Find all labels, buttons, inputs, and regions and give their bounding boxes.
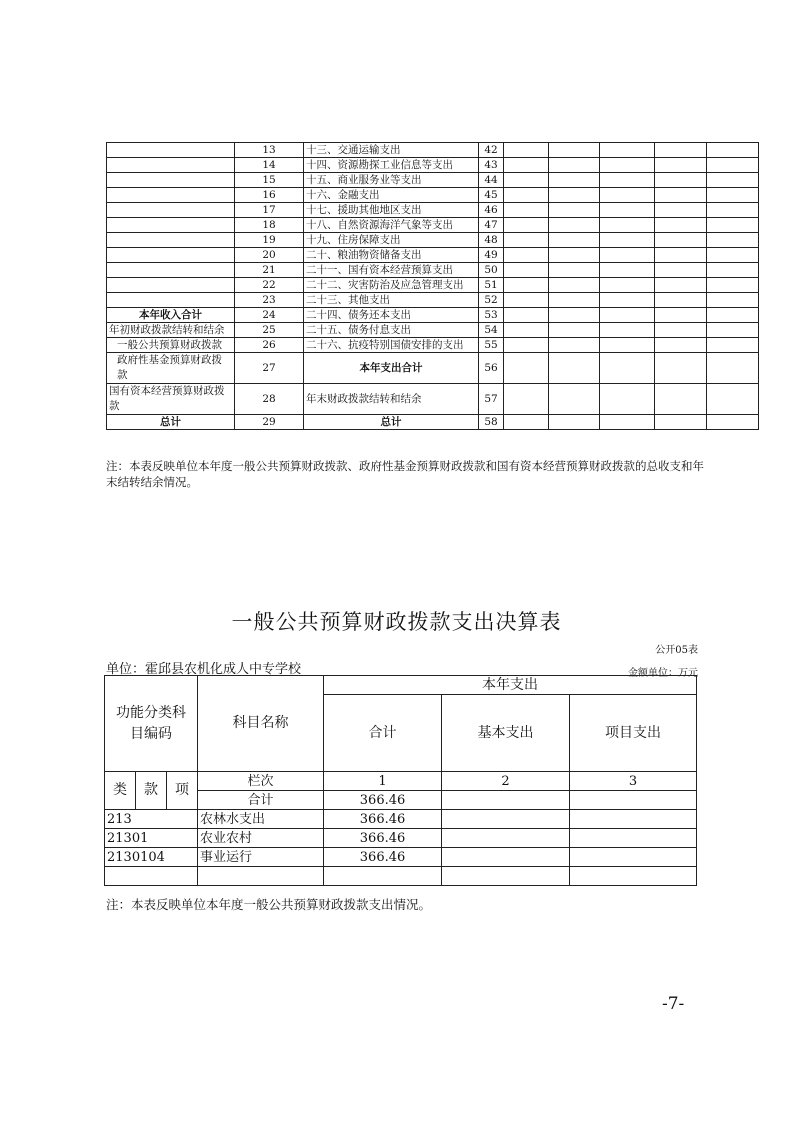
table-row xyxy=(107,143,759,158)
expense-line-no: 46 xyxy=(479,203,504,218)
value-cell xyxy=(655,158,707,173)
value-cell xyxy=(600,384,655,415)
income-line-no: 24 xyxy=(235,308,304,323)
general-budget-expense-table xyxy=(104,675,697,886)
value-cell xyxy=(549,293,600,308)
value-cell xyxy=(549,248,600,263)
value-cell xyxy=(655,233,707,248)
value-cell xyxy=(600,353,655,384)
value-cell xyxy=(549,278,600,293)
table-tag: 公开05表 xyxy=(655,645,698,656)
income-line-no: 14 xyxy=(235,158,304,173)
table-row xyxy=(107,173,759,188)
income-line-no: 25 xyxy=(235,323,304,338)
expense-item: 本年支出合计 xyxy=(304,353,479,384)
unit-label: 单位：霍邱县农机化成人中专学校 xyxy=(106,662,302,677)
row-project xyxy=(570,810,697,829)
sum-total: 366.46 xyxy=(324,791,442,810)
table-row xyxy=(107,338,759,353)
value-cell xyxy=(504,143,549,158)
value-cell xyxy=(600,338,655,353)
row-basic xyxy=(442,848,570,867)
value-cell xyxy=(549,143,600,158)
value-cell xyxy=(707,218,759,233)
income-item xyxy=(107,158,235,173)
value-cell xyxy=(600,248,655,263)
project-header: 项目支出 xyxy=(570,695,697,772)
income-line-no: 20 xyxy=(235,248,304,263)
income-item xyxy=(107,218,235,233)
value-cell xyxy=(707,263,759,278)
value-cell xyxy=(655,188,707,203)
income-item xyxy=(107,293,235,308)
income-line-no: 27 xyxy=(235,353,304,384)
table-note: 注：本表反映单位本年度一般公共预算财政拨款支出情况。 xyxy=(106,897,432,912)
col-index: 2 xyxy=(442,772,570,791)
income-item: 总计 xyxy=(107,415,235,430)
expense-item: 十八、自然资源海洋气象等支出 xyxy=(304,218,479,233)
empty-cell xyxy=(324,867,442,886)
expense-item: 二十五、债务付息支出 xyxy=(304,323,479,338)
value-cell xyxy=(600,188,655,203)
value-cell xyxy=(504,173,549,188)
expense-item: 十四、资源勘探工业信息等支出 xyxy=(304,158,479,173)
expense-line-no: 51 xyxy=(479,278,504,293)
value-cell xyxy=(504,415,549,430)
value-cell xyxy=(504,203,549,218)
header-row xyxy=(105,676,697,695)
value-cell xyxy=(707,173,759,188)
code-header: 功能分类科目编码 xyxy=(105,676,198,772)
table-row xyxy=(107,384,759,415)
value-cell xyxy=(655,218,707,233)
table-row xyxy=(107,278,759,293)
income-line-no: 13 xyxy=(235,143,304,158)
income-line-no: 23 xyxy=(235,293,304,308)
col-index: 3 xyxy=(570,772,697,791)
expense-line-no: 53 xyxy=(479,308,504,323)
value-cell xyxy=(504,158,549,173)
row-total: 366.46 xyxy=(324,848,442,867)
row-total: 366.46 xyxy=(324,829,442,848)
value-cell xyxy=(504,233,549,248)
table-row xyxy=(107,323,759,338)
expense-line-no: 56 xyxy=(479,353,504,384)
expense-item: 总计 xyxy=(304,415,479,430)
col-index: 1 xyxy=(324,772,442,791)
income-item: 政府性基金预算财政拨款 xyxy=(107,353,235,384)
value-cell xyxy=(600,173,655,188)
value-cell xyxy=(707,278,759,293)
income-line-no: 21 xyxy=(235,263,304,278)
income-item xyxy=(107,248,235,263)
table-row xyxy=(107,158,759,173)
value-cell xyxy=(549,353,600,384)
lei-header: 类 xyxy=(105,772,136,810)
table-row xyxy=(105,829,697,848)
year-spend-header: 本年支出 xyxy=(324,676,697,695)
row-name: 农业农村 xyxy=(198,829,324,848)
sum-project xyxy=(570,791,697,810)
value-cell xyxy=(655,173,707,188)
table-row xyxy=(105,848,697,867)
column-index-row xyxy=(105,772,697,791)
value-cell xyxy=(600,263,655,278)
empty-cell xyxy=(198,867,324,886)
row-basic xyxy=(442,829,570,848)
value-cell xyxy=(707,143,759,158)
value-cell xyxy=(600,218,655,233)
income-item: 年初财政拨款结转和结余 xyxy=(107,323,235,338)
value-cell xyxy=(549,384,600,415)
value-cell xyxy=(549,323,600,338)
expense-item: 十六、金融支出 xyxy=(304,188,479,203)
value-cell xyxy=(549,233,600,248)
income-line-no: 26 xyxy=(235,338,304,353)
table-title: 一般公共预算财政拨款支出决算表 xyxy=(231,610,562,634)
value-cell xyxy=(549,338,600,353)
expense-line-no: 45 xyxy=(479,188,504,203)
row-code: 213 xyxy=(105,810,198,829)
income-expense-table-continued xyxy=(106,142,759,430)
row-basic xyxy=(442,810,570,829)
value-cell xyxy=(707,415,759,430)
expense-item: 十九、住房保障支出 xyxy=(304,233,479,248)
basic-header: 基本支出 xyxy=(442,695,570,772)
value-cell xyxy=(600,233,655,248)
expense-item: 二十六、抗疫特别国债安排的支出 xyxy=(304,338,479,353)
value-cell xyxy=(549,308,600,323)
value-cell xyxy=(655,323,707,338)
value-cell xyxy=(600,203,655,218)
value-cell xyxy=(655,308,707,323)
expense-item: 十三、交通运输支出 xyxy=(304,143,479,158)
income-line-no: 29 xyxy=(235,415,304,430)
expense-item: 二十四、债务还本支出 xyxy=(304,308,479,323)
income-item: 本年收入合计 xyxy=(107,308,235,323)
value-cell xyxy=(549,188,600,203)
expense-line-no: 54 xyxy=(479,323,504,338)
expense-line-no: 57 xyxy=(479,384,504,415)
value-cell xyxy=(600,415,655,430)
income-line-no: 18 xyxy=(235,218,304,233)
value-cell xyxy=(600,323,655,338)
expense-line-no: 55 xyxy=(479,338,504,353)
sum-basic xyxy=(442,791,570,810)
table-row xyxy=(107,293,759,308)
row-name: 农林水支出 xyxy=(198,810,324,829)
kuan-header: 款 xyxy=(136,772,167,810)
table-row xyxy=(107,308,759,323)
value-cell xyxy=(707,188,759,203)
expense-line-no: 47 xyxy=(479,218,504,233)
income-item: 国有资本经营预算财政拨款 xyxy=(107,384,235,415)
income-line-no: 15 xyxy=(235,173,304,188)
expense-line-no: 49 xyxy=(479,248,504,263)
value-cell xyxy=(655,384,707,415)
row-name: 事业运行 xyxy=(198,848,324,867)
value-cell xyxy=(549,173,600,188)
value-cell xyxy=(504,278,549,293)
income-line-no: 19 xyxy=(235,233,304,248)
table-row xyxy=(107,248,759,263)
income-item xyxy=(107,233,235,248)
row-project xyxy=(570,848,697,867)
expense-line-no: 50 xyxy=(479,263,504,278)
expense-line-no: 52 xyxy=(479,293,504,308)
table-row xyxy=(107,353,759,384)
xiang-header: 项 xyxy=(167,772,198,810)
value-cell xyxy=(707,248,759,263)
value-cell xyxy=(600,293,655,308)
expense-item: 十五、商业服务业等支出 xyxy=(304,173,479,188)
income-line-no: 28 xyxy=(235,384,304,415)
expense-line-no: 58 xyxy=(479,415,504,430)
value-cell xyxy=(655,338,707,353)
expense-item: 二十、粮油物资储备支出 xyxy=(304,248,479,263)
value-cell xyxy=(655,143,707,158)
value-cell xyxy=(655,353,707,384)
money-unit-label: 金额单位：万元 xyxy=(628,668,698,679)
value-cell xyxy=(707,308,759,323)
income-item xyxy=(107,143,235,158)
row-project xyxy=(570,829,697,848)
table-row xyxy=(107,415,759,430)
table-row xyxy=(107,263,759,278)
total-header: 合计 xyxy=(324,695,442,772)
value-cell xyxy=(504,293,549,308)
value-cell xyxy=(504,218,549,233)
income-item xyxy=(107,173,235,188)
name-header: 科目名称 xyxy=(198,676,324,772)
income-item xyxy=(107,188,235,203)
value-cell xyxy=(504,323,549,338)
value-cell xyxy=(504,353,549,384)
expense-line-no: 42 xyxy=(479,143,504,158)
value-cell xyxy=(707,293,759,308)
table-row xyxy=(107,218,759,233)
value-cell xyxy=(655,415,707,430)
value-cell xyxy=(707,233,759,248)
value-cell xyxy=(549,158,600,173)
expense-item: 二十三、其他支出 xyxy=(304,293,479,308)
value-cell xyxy=(707,384,759,415)
income-item xyxy=(107,278,235,293)
row-code: 21301 xyxy=(105,829,198,848)
income-line-no: 16 xyxy=(235,188,304,203)
value-cell xyxy=(600,158,655,173)
value-cell xyxy=(504,384,549,415)
expense-item: 二十二、灾害防治及应急管理支出 xyxy=(304,278,479,293)
value-cell xyxy=(707,203,759,218)
expense-item: 二十一、国有资本经营预算支出 xyxy=(304,263,479,278)
page-number: -7- xyxy=(662,994,685,1014)
value-cell xyxy=(504,263,549,278)
value-cell xyxy=(504,338,549,353)
expense-line-no: 44 xyxy=(479,173,504,188)
value-cell xyxy=(600,143,655,158)
value-cell xyxy=(504,308,549,323)
value-cell xyxy=(655,248,707,263)
value-cell xyxy=(504,188,549,203)
lanci-label: 栏次 xyxy=(198,772,324,791)
empty-cell xyxy=(105,867,198,886)
value-cell xyxy=(707,353,759,384)
expense-item: 年末财政拨款结转和结余 xyxy=(304,384,479,415)
income-line-no: 22 xyxy=(235,278,304,293)
value-cell xyxy=(655,293,707,308)
income-item xyxy=(107,203,235,218)
value-cell xyxy=(600,308,655,323)
income-item xyxy=(107,263,235,278)
value-cell xyxy=(655,203,707,218)
value-cell xyxy=(549,218,600,233)
empty-row xyxy=(105,867,697,886)
table-row xyxy=(105,810,697,829)
expense-line-no: 48 xyxy=(479,233,504,248)
table-row xyxy=(107,188,759,203)
empty-cell xyxy=(442,867,570,886)
value-cell xyxy=(549,203,600,218)
income-item: 一般公共预算财政拨款 xyxy=(107,338,235,353)
value-cell xyxy=(549,263,600,278)
empty-cell xyxy=(570,867,697,886)
value-cell xyxy=(600,278,655,293)
value-cell xyxy=(655,263,707,278)
value-cell xyxy=(707,338,759,353)
value-cell xyxy=(707,323,759,338)
expense-item: 十七、援助其他地区支出 xyxy=(304,203,479,218)
income-line-no: 17 xyxy=(235,203,304,218)
table-row xyxy=(107,233,759,248)
value-cell xyxy=(549,415,600,430)
expense-line-no: 43 xyxy=(479,158,504,173)
row-total: 366.46 xyxy=(324,810,442,829)
value-cell xyxy=(655,278,707,293)
sum-label: 合计 xyxy=(198,791,324,810)
table-row xyxy=(107,203,759,218)
row-code: 2130104 xyxy=(105,848,198,867)
value-cell xyxy=(504,248,549,263)
table-note: 注：本表反映单位本年度一般公共预算财政拨款、政府性基金预算财政拨款和国有资本经营预算财政拨款的总收支和年末结转结余情况。 xyxy=(106,459,704,489)
value-cell xyxy=(707,158,759,173)
